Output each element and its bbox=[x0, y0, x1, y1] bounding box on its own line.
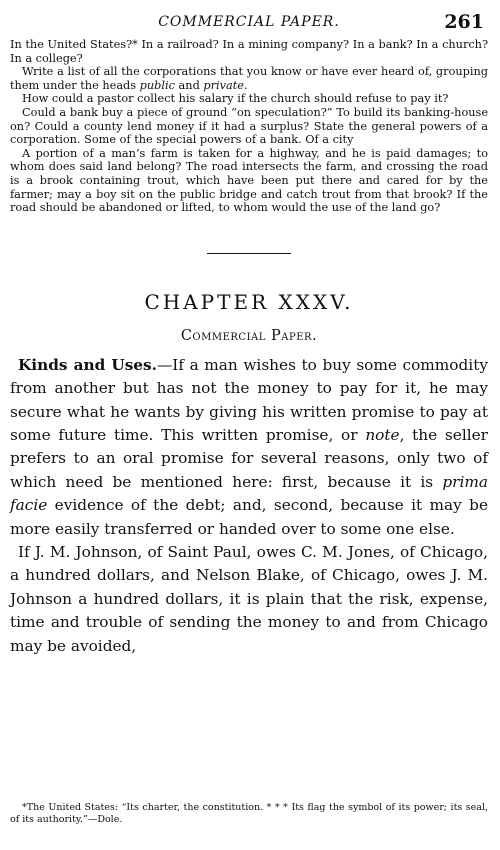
body-text: —If a man wishes to buy some commodity from another but has not the money to pay for it, he may secure what he wants by giving his written promise to pay at some future time. This written promise, or bbox=[10, 355, 488, 444]
chapter-heading: CHAPTER XXXV. bbox=[144, 289, 354, 314]
body-text: , the seller prefers to an oral promise for several reasons, only two of which need be mentioned here: first, because it is bbox=[10, 425, 488, 491]
question-text: . bbox=[244, 78, 248, 92]
paragraph-lead: Kinds and Uses. bbox=[18, 355, 157, 374]
question-text: In the United States?* bbox=[10, 38, 138, 51]
body-paragraph: If J. M. Johnson, of Saint Paul, owes C. M. Jones, of Chicago, a hundred dollars, and Nelson Blake, of Chicago, owes J. M. Johnson a hundred dollars, it is plain that the risk, expense, time and trouble of sending the money to and from Chicago may be avoided, bbox=[10, 542, 488, 655]
section-divider bbox=[207, 253, 291, 254]
question-text: and bbox=[174, 78, 204, 92]
question-paragraph: How could a pastor collect his salary if the church should refuse to pay it? bbox=[22, 92, 449, 106]
page-number: 261 bbox=[444, 11, 484, 33]
footnote bbox=[10, 802, 488, 825]
review-questions bbox=[10, 38, 488, 215]
running-title: COMMERCIAL PAPER. bbox=[158, 14, 340, 30]
emphasis-private: private bbox=[203, 78, 244, 92]
body-paragraph bbox=[10, 354, 488, 541]
page-header bbox=[10, 10, 488, 36]
question-paragraph: Could a bank buy a piece of ground “on speculation?” To build its banking-house on? Could a county lend money if it had a surplus? State the general powers of a corporation. Some of the special powers of a bank. Of a city bbox=[10, 105, 488, 147]
question-text: In a railroad? In a mining company? In a bank? In a church? In a college? bbox=[10, 38, 489, 65]
chapter-body bbox=[10, 354, 488, 658]
body-text: evidence of the debt; and, second, because it may be more easily transferred or handed over to some one else. bbox=[10, 496, 488, 538]
emphasis-prima-facie: prima facie bbox=[10, 472, 488, 515]
emphasis-public: public bbox=[139, 78, 175, 92]
question-text: Write a list of all the corporations that you know or have ever heard of, grouping them under the heads bbox=[10, 65, 488, 92]
emphasis-note: note bbox=[365, 425, 400, 444]
footnote-text: *The United States: “Its charter, the constitution. * * * Its flag the symbol of its power; its seal, of its authority.”—Dole. bbox=[10, 802, 488, 825]
book-page bbox=[10, 10, 488, 658]
question-paragraph bbox=[10, 38, 488, 65]
question-paragraph: A portion of a man’s farm is taken for a highway, and he is paid damages; to whom does said land belong? The road intersects the farm, and crossing the road is a brook containing trout, which have been put there and cared for by the farmer; may a boy sit on the public bridge and catch trout from that brook? If the road should be abandoned or lifted, to whom would the use of the land go? bbox=[10, 146, 488, 215]
question-paragraph bbox=[10, 65, 488, 92]
chapter-title: Commercial Paper. bbox=[180, 327, 318, 344]
